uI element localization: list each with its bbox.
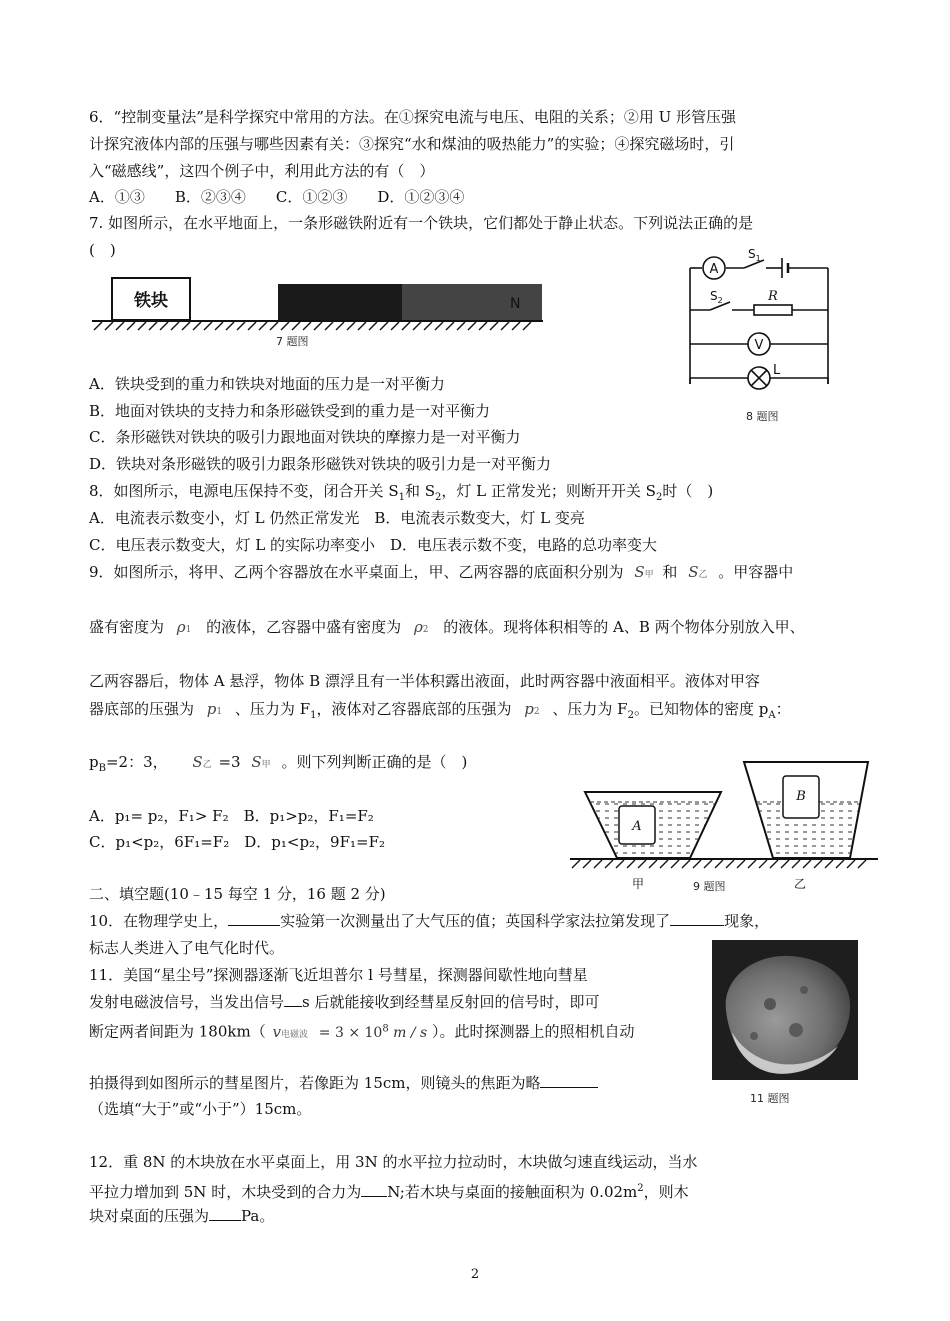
q8-options-ab: A．电流表示数变小，灯 L 仍然正常发光 B．电流表示数变大，灯 L 变亮	[89, 509, 585, 527]
q9-containers-svg	[568, 752, 880, 896]
q7-option-c: C．条形磁铁对铁块的吸引力跟地面对铁块的摩擦力是一对平衡力	[89, 428, 521, 446]
q10-blank-1[interactable]	[228, 911, 280, 926]
s2-label: $S_2$	[710, 289, 723, 305]
ammeter-label: A	[709, 262, 719, 277]
q11-caption: 11 题图	[750, 1092, 790, 1105]
q9-line2: 盛有密度为 ρ1 的液体，乙容器中盛有密度为 ρ2 的液体。现将体积相等的 A、B 两个物体分别放入甲、	[89, 618, 805, 636]
q6-line3: 入“磁感线”，这四个例子中，利用此方法的有（ ）	[89, 162, 435, 180]
symbol-rho-2: ρ2	[413, 618, 429, 636]
q6-line2: 计探究液体内部的压强与哪些因素有关：③探究“水和煤油的吸热能力”的实验；④探究磁场时，引	[89, 135, 735, 153]
q7-figure-svg	[90, 272, 545, 350]
formula-speed: v电磁波	[272, 1022, 308, 1041]
q9-line5: $p_B=2$：3， S乙 =3 S甲 。则下列判断正确的是（ )	[89, 753, 468, 774]
q9-line1: 9．如图所示，将甲、乙两个容器放在水平桌面上，甲、乙两容器的底面积分别为 S甲 和 S乙 。甲容器中	[89, 563, 794, 581]
q9-option-cd: C．p₁<p₂，6F₁=F₂ D．p₁<p₂，9F₁=F₂	[89, 833, 386, 851]
switch-s1	[744, 260, 764, 268]
q11-line3: 断定两者间距为 180km（ v电磁波 = $3 \times 10^8$ m / s ）。此时探测器上的照相机自动	[89, 1022, 635, 1041]
symbol-p-2: p2	[524, 700, 540, 718]
q8-circuit-svg	[686, 244, 834, 428]
q8-options-cd: C．电压表示数变大，灯 L 的实际功率变小 D．电压表示数不变，电路的总功率变大	[89, 536, 658, 554]
symbol-s-yi-2: S乙	[192, 753, 212, 771]
resistor-r	[754, 305, 792, 315]
voltmeter-label: V	[754, 338, 764, 353]
label-yi: 乙	[794, 877, 807, 891]
q11-line5: （选填“大于”或“小于”）15cm。	[89, 1100, 312, 1118]
q12-blank-2[interactable]	[209, 1206, 241, 1221]
q9-line3: 乙两容器后，物体 A 悬浮，物体 B 漂浮且有一半体积露出液面，此时两容器中液面相平。液体对甲容	[89, 672, 760, 690]
symbol-s-jia: S甲	[634, 563, 654, 581]
q7-option-d: D．铁块对条形磁铁的吸引力跟条形磁铁对铁块的吸引力是一对平衡力	[89, 455, 552, 473]
table-hatching	[572, 860, 866, 868]
l-label: L	[773, 363, 781, 378]
q8-stem: 8．如图所示，电源电压保持不变，闭合开关 $S_1$和 $S_2$，灯 L 正常发光；则断开开关 $S_2$时（ )	[89, 482, 714, 503]
q11-comet-svg	[712, 940, 858, 1108]
q6-line1: 6．“控制变量法”是科学探究中常用的方法。在①探究电流与电压、电阻的关系；②用 U 形管压强	[89, 108, 737, 126]
q11-line4: 拍摄得到如图所示的彗星图片，若像距为 15cm，则镜头的焦距为略	[89, 1073, 598, 1093]
q8-circuit-figure	[686, 244, 834, 428]
object-a-label: A	[632, 819, 642, 834]
q7-option-b: B．地面对铁块的支持力和条形磁铁受到的重力是一对平衡力	[89, 402, 491, 420]
q9-caption: 9 题图	[693, 880, 726, 893]
label-jia: 甲	[632, 877, 645, 891]
q12-blank-1[interactable]	[361, 1182, 387, 1197]
ground-hatching	[94, 322, 531, 330]
q12-line1: 12．重 8N 的木块放在水平桌面上，用 3N 的水平拉力拉动时，木块做匀速直线运动，当水	[89, 1153, 698, 1171]
section-2-heading: 二、填空题(10﹣15 每空 1 分，16 题 2 分)	[89, 885, 386, 903]
q12-line3: 块对桌面的压强为 Pa。	[89, 1207, 275, 1225]
q7-line2: ( )	[89, 241, 116, 259]
q11-line2: 发射电磁波信号，当发出信号 s 后就能接收到经彗星反射回的信号时，即可	[89, 993, 600, 1011]
symbol-rho-1: ρ1	[176, 618, 192, 636]
symbol-s-jia-2: S甲	[251, 753, 271, 771]
q7-figure	[90, 272, 545, 350]
q7-caption: 7 题图	[276, 335, 309, 348]
q11-blank-2[interactable]	[540, 1073, 598, 1088]
symbol-p-1: p1	[206, 700, 223, 718]
q11-line1: 11．美国“星尘号”探测器逐渐飞近坦普尔 l 号彗星，探测器间歇性地向彗星	[89, 966, 588, 984]
q6-options: A．①③ B．②③④ C．①②③ D．①②③④	[89, 188, 465, 206]
q9-option-ab: A．p₁= p₂，F₁> F₂ B．p₁>p₂，F₁=F₂	[89, 807, 374, 825]
q8-caption: 8 题图	[746, 410, 779, 423]
s1-label: $S_1$	[748, 247, 761, 263]
page-number: 2	[470, 1267, 480, 1282]
object-b-label: B	[796, 789, 806, 804]
q10-line2: 标志人类进入了电气化时代。	[89, 939, 285, 957]
q10-blank-2[interactable]	[670, 911, 724, 926]
magnet-north-half	[402, 284, 542, 320]
q10-line1: 10．在物理学史上， 实验第一次测量出了大气压的值；英国科学家法拉第发现了 现象，	[89, 912, 770, 930]
magnet-n-label: N	[510, 296, 521, 312]
r-label: R	[768, 289, 778, 304]
q7-line1: 7. 如图所示，在水平地面上，一条形磁铁附近有一个铁块，它们都处于静止状态。下列说法正确的是	[89, 214, 754, 232]
symbol-s-yi: S乙	[688, 563, 708, 581]
q7-option-a: A．铁块受到的重力和铁块对地面的压力是一对平衡力	[89, 375, 445, 393]
magnet-south-half	[278, 284, 402, 320]
q11-comet-figure	[712, 940, 858, 1108]
q9-line4: 器底部的压强为 p1 、压力为 $F_1$，液体对乙容器底部的压强为 p2 、压力为 $F_2$。已知物体的密度 $p_A$：	[89, 700, 791, 721]
q12-line2: 平拉力增加到 5N 时，木块受到的合力为 N;若木块与桌面的接触面积为 $0.02m^2$，则木	[89, 1183, 689, 1201]
q9-containers-figure	[568, 752, 880, 896]
iron-block-label: 铁块	[134, 291, 168, 311]
formula-equation: = $3 \times 10^8$ m / s	[318, 1023, 428, 1041]
q11-blank-1[interactable]	[284, 992, 302, 1007]
